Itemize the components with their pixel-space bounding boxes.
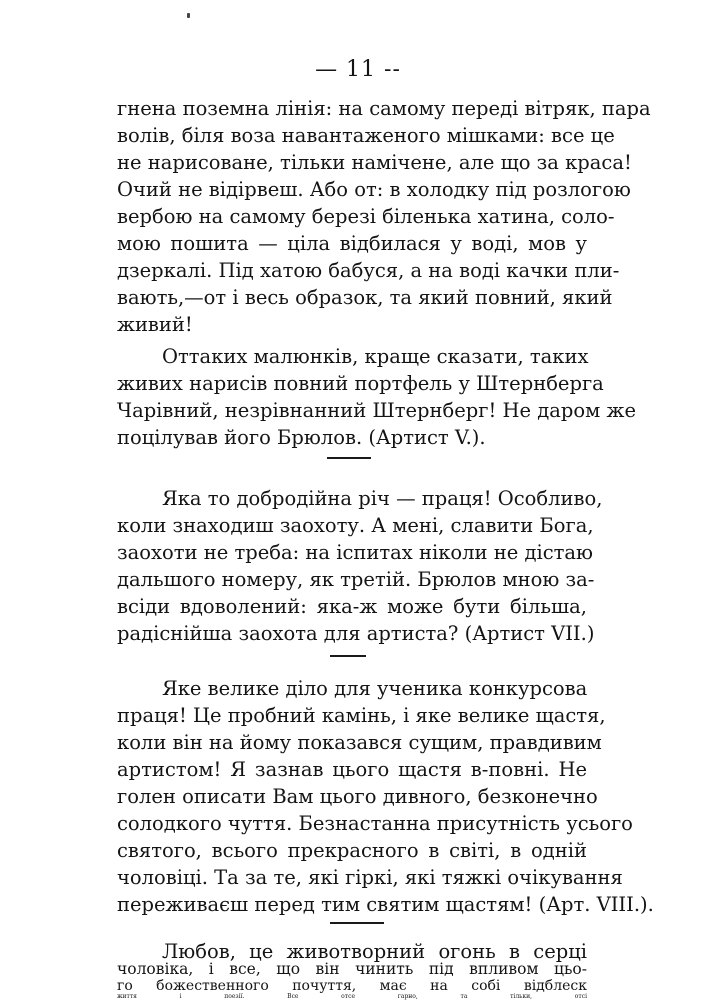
page-number: — 11 --: [315, 57, 401, 82]
text-line: вають,—от і весь образок, та який повний, який: [117, 286, 613, 309]
text-line: поцілував його Брюлов. (Артист V.).: [117, 426, 486, 449]
text-line: Оттаких малюнків, краще сказати, таких: [162, 345, 589, 368]
text-line: не нарисоване, тільки намічене, але що за краса!: [117, 151, 632, 174]
text-line: волів, біля воза навантаженого мішками: все це: [117, 124, 615, 147]
text-line: Яка то добродійна річ — праця! Особливо,: [162, 487, 603, 510]
text-line: живий!: [117, 313, 193, 336]
text-line: Очий не відірвеш. Або от: в холодку під розлогою: [117, 178, 631, 201]
text-line: коли він на йому показався сущим, правдивим: [117, 731, 602, 754]
text-line: коли знаходиш заохоту. А мені, славити Бога,: [117, 514, 594, 537]
text-line: життя і поезії. Все отсе гарно, та тільки, отсі: [117, 993, 587, 1000]
text-line: голен описати Вам цього дивного, безконечно: [117, 785, 598, 808]
text-line: переживаєш перед тим святим щастям! (Арт. VIII.).: [117, 893, 654, 916]
text-line: всіди вдоволений: яка-ж може бути більша,: [117, 595, 587, 618]
text-line: солодкого чуття. Безнастанна присутність усього: [117, 812, 633, 835]
text-line: Яке велике діло для ученика конкурсова: [162, 677, 588, 700]
text-line: святого, всього прекрасного в світі, в одній: [117, 839, 587, 862]
text-line: праця! Це пробний камінь, і яке велике щастя,: [117, 704, 606, 727]
text-line: радіснійша заохота для артиста? (Артист VII.): [117, 622, 595, 645]
section-divider: [327, 457, 371, 459]
text-line: вербою на самому березі біленька хатина, соло-: [117, 205, 615, 228]
text-line: дзеркалі. Під хатою бабуся, а на воді качки пли-: [117, 259, 620, 282]
ink-speck: [187, 13, 190, 18]
section-divider: [330, 655, 366, 657]
text-line: артистом! Я зазнав цього щастя в-повні. Не: [117, 758, 587, 781]
text-line: чоловіка, і все, що він чинить під впливом цьо-: [117, 960, 587, 978]
text-line: го божественного почуття, має на собі відблеск: [117, 978, 587, 994]
text-line: Любов, це животворний огонь в серці: [162, 940, 587, 963]
text-line: чоловіці. Та за те, які гіркі, які тяжкі очікування: [117, 866, 623, 889]
text-line: дальшого номеру, як третій. Брюлов мною за-: [117, 568, 595, 591]
text-line: гнена поземна лінія: на самому переді вітряк, пара: [117, 97, 651, 120]
text-line: заохоти не треба: на іспитах ніколи не дістаю: [117, 541, 594, 564]
section-divider: [330, 922, 384, 924]
text-line: Чарівний, незрівнанний Штернберг! Не даром же: [117, 399, 636, 422]
text-line: мою пошита — ціла відбилася у воді, мов у: [117, 232, 587, 255]
text-line: живих нарисів повний портфель у Штернберга: [117, 372, 604, 395]
